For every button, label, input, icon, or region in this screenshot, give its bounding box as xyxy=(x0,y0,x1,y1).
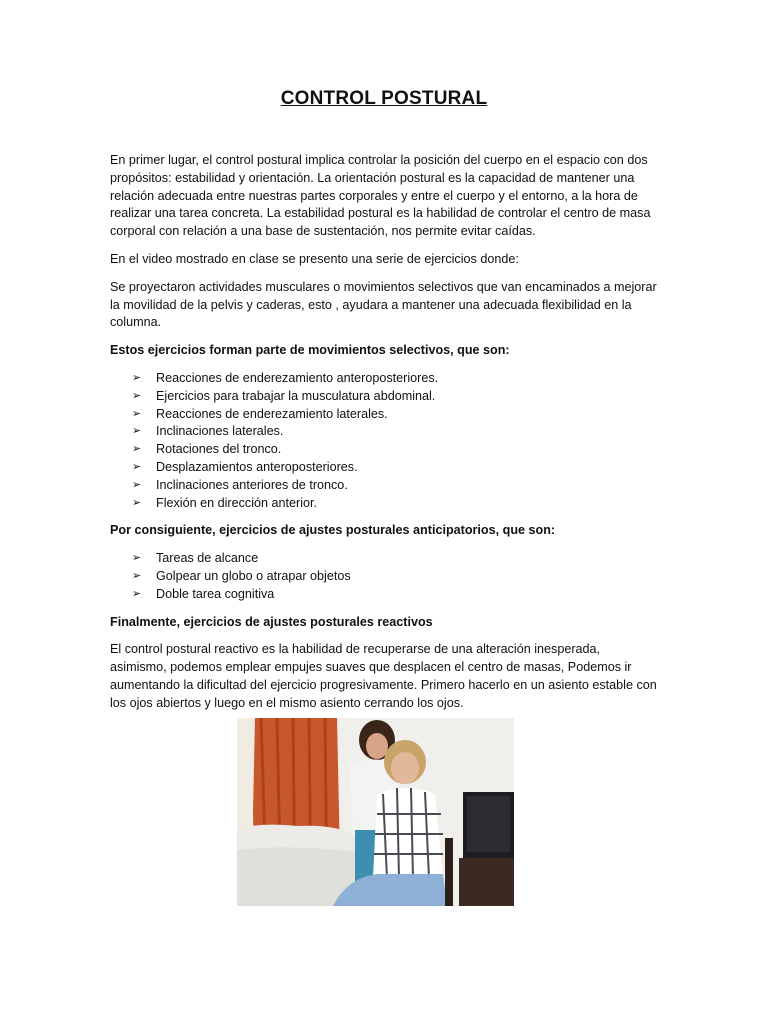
arrow-bullet-icon: ➢ xyxy=(132,407,142,420)
list-item: ➢ Desplazamientos anteroposteriores. xyxy=(132,459,660,477)
list-item: ➢ Doble tarea cognitiva xyxy=(132,586,660,604)
reactive-paragraph: El control postural reactivo es la habilidad de recuperarse de una alteración inesperada, asimismo, podemos emplear empujes suaves que desplacen el centro de masas, Podemos ir aumentando la dificultad del ejercicio progresivamente. Primero hacerlo en un asiento estable con los ojos abiertos y luego en el mismo asiento cerrando los ojos. xyxy=(110,642,657,710)
arrow-bullet-icon: ➢ xyxy=(132,460,142,473)
arrow-bullet-icon: ➢ xyxy=(132,443,142,456)
arrow-bullet-icon: ➢ xyxy=(132,389,142,402)
arrow-bullet-icon: ➢ xyxy=(132,371,142,384)
therapy-photo xyxy=(237,718,514,906)
arrow-bullet-icon: ➢ xyxy=(132,478,142,491)
list-item: ➢ Rotaciones del tronco. xyxy=(132,441,660,459)
arrow-bullet-icon: ➢ xyxy=(132,496,142,509)
therapy-photo-illustration xyxy=(237,718,514,906)
list-item: ➢ Tareas de alcance xyxy=(132,550,660,568)
selective-list xyxy=(110,370,660,512)
activities-paragraph: Se proyectaron actividades musculares o movimientos selectivos que van encaminados a mejorar la movilidad de la pelvis y caderas, esto , ayudara a mantener una adecuada flexibilidad en la columna. xyxy=(110,279,657,330)
arrow-bullet-icon: ➢ xyxy=(132,552,142,565)
selective-heading: Estos ejercicios forman parte de movimientos selectivos, que son: xyxy=(110,343,510,358)
list-item: ➢ Reacciones de enderezamiento anteroposteriores. xyxy=(132,370,660,388)
page-title: CONTROL POSTURAL xyxy=(280,88,488,109)
anticipatory-heading: Por consiguiente, ejercicios de ajustes posturales anticipatorios, que son: xyxy=(110,523,556,538)
arrow-bullet-icon: ➢ xyxy=(132,587,142,600)
reactive-heading: Finalmente, ejercicios de ajustes posturales reactivos xyxy=(110,614,433,629)
anticipatory-list xyxy=(110,550,660,603)
video-paragraph: En el video mostrado en clase se presento una serie de ejercicios donde: xyxy=(110,251,519,266)
list-item: ➢ Flexión en dirección anterior. xyxy=(132,495,660,513)
list-item: ➢ Golpear un globo o atrapar objetos xyxy=(132,568,660,586)
list-item: ➢ Ejercicios para trabajar la musculatura abdominal. xyxy=(132,388,660,406)
list-item: ➢ Reacciones de enderezamiento laterales. xyxy=(132,406,660,424)
list-item: ➢ Inclinaciones anteriores de tronco. xyxy=(132,477,660,495)
arrow-bullet-icon: ➢ xyxy=(132,569,142,582)
list-item: ➢ Inclinaciones laterales. xyxy=(132,423,660,441)
arrow-bullet-icon: ➢ xyxy=(132,425,142,438)
document-body xyxy=(110,152,660,723)
intro-paragraph: En primer lugar, el control postural implica controlar la posición del cuerpo en el espacio con dos propósitos: estabilidad y orientación. La orientación postural es la capacidad de mantener una relación adecuada entre nuestras partes corporales y entre el cuerpo y el entorno, a la hora de realizar una tarea concreta. La estabilidad postural es la habilidad de controlar el centro de masa corporal con relación a una base de sustentación, nos permite evitar caídas. xyxy=(110,153,651,239)
